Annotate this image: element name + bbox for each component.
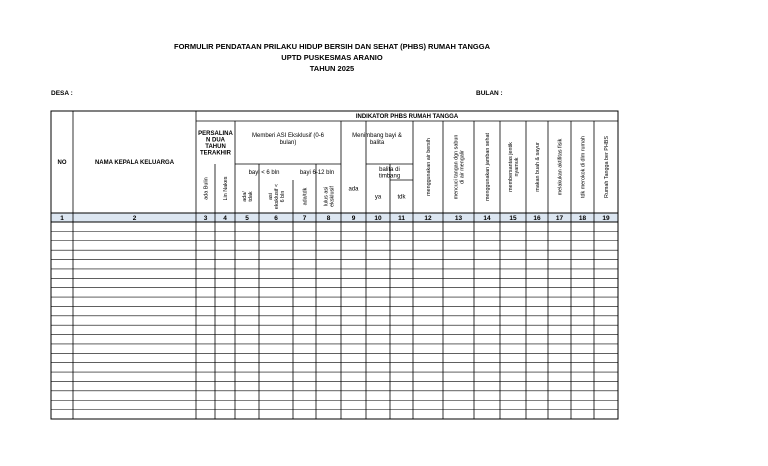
nama-kepala-keluarga-header: NAMA KEPALA KELUARGA [94,160,175,166]
indicator-berantas-jentik-label-group [508,142,520,192]
ya-header: ya [374,194,382,201]
indicator-buah-sayur-label-group [535,142,541,192]
asi-eksklusif-lt6-label-group [268,184,286,209]
column-number: 14 [483,214,491,222]
lulus-asi-eksklusif-label: lulus asieksklusif [323,186,336,207]
indikator-header: INDIKATOR PHBS RUMAH TANGGA [355,114,459,120]
form-title: FORMULIR PENDATAAN PRILAKU HIDUP BERSIH DAN SEHAT (PHBS) RUMAH TANGGA [174,42,490,51]
column-number: 1 [60,214,64,222]
column-number: 15 [509,214,517,222]
ada-tdk-label-group [303,187,309,205]
column-number: 13 [454,214,463,222]
asi-eksklusif-lt6-label: asieksklusif <6 bln [268,183,286,210]
column-number: 2 [132,214,137,222]
column-number: 12 [424,214,432,222]
tdk-header: tdk [397,194,406,201]
balita-timbang-header: balita di timbang [378,166,401,180]
column-number: 11 [398,214,405,222]
indicator-berantas-jentik-label: membersantas jentiknyamuk [508,142,520,192]
indicator-rumah-tangga-phbs-label-group [604,136,610,198]
column-number: 5 [245,214,249,222]
column-number: 6 [274,214,278,222]
indicator-buah-sayur-label: makan buah & sayur [535,142,541,192]
ada-tdak-label-group [242,191,254,202]
form-subtitle-puskesmas: UPTD PUSKESMAS ARANIO [281,53,383,62]
bayi-lt6-header: bayi < 6 bln [248,170,280,176]
column-number: 3 [203,214,208,222]
column-number: 17 [555,214,564,222]
lin-nakes-label-group [223,176,229,200]
indicator-jamban-sehat-label-group [485,132,491,201]
indicator-cuci-tangan-label-group [454,135,466,200]
desa-label: DESA : [51,90,73,97]
indicator-air-bersih-label-group [426,138,432,196]
table-border [51,111,618,419]
ada-bulin-label: ada Bulin [203,177,210,200]
ada-bulin-label-group [204,177,210,199]
indicator-tidak-merokok-label-group [581,136,587,198]
form-subtitle-year: TAHUN 2025 [309,64,355,73]
column-number: 10 [374,214,382,222]
asi-eksklusif-header: Memberi ASI Eksklusif (0-6 bulan) [251,133,325,146]
bulan-label: BULAN : [476,90,503,97]
column-number: 18 [578,214,587,222]
lulus-asi-eksklusif-label-group [324,186,336,207]
indicator-rumah-tangga-phbs-label: Rumah Tangga ber PHBS [604,136,610,198]
column-number: 19 [602,214,610,222]
ada-tdk-label: ada/tdk [302,187,309,206]
indicator-tidak-merokok-label: tdk merokok di dlm rumah [580,135,587,199]
indicator-air-bersih-label: menggunakan air bersih [426,138,432,196]
indicator-jamban-sehat-label: menggunakan jamban sehat [485,132,491,202]
persalinan-header: PERSALINA N DUA TAHUN TERAKHIR [198,130,233,157]
indicator-aktifitas-fisik-label-group [558,138,564,195]
indicator-cuci-tangan-label: mencuci tangan dgn sabundi air mengalir [453,134,466,200]
column-number: 16 [533,214,541,222]
lin-nakes-label: Lin Nakes [223,176,229,201]
ada-tdak-label: ada/tdak [242,191,254,202]
column-number: 8 [326,214,331,222]
ada-header: ada [348,186,359,193]
no-header: NO [57,160,67,166]
column-number: 9 [351,214,356,222]
column-number: 4 [223,214,227,222]
menimbang-header: Menimbang bayi & balita [352,133,402,146]
bayi-6-12-header: bayi 6-12 bln [299,170,335,176]
column-number: 7 [302,214,307,222]
indicator-aktifitas-fisik-label: melakukan aktifitas fisik [557,138,564,196]
